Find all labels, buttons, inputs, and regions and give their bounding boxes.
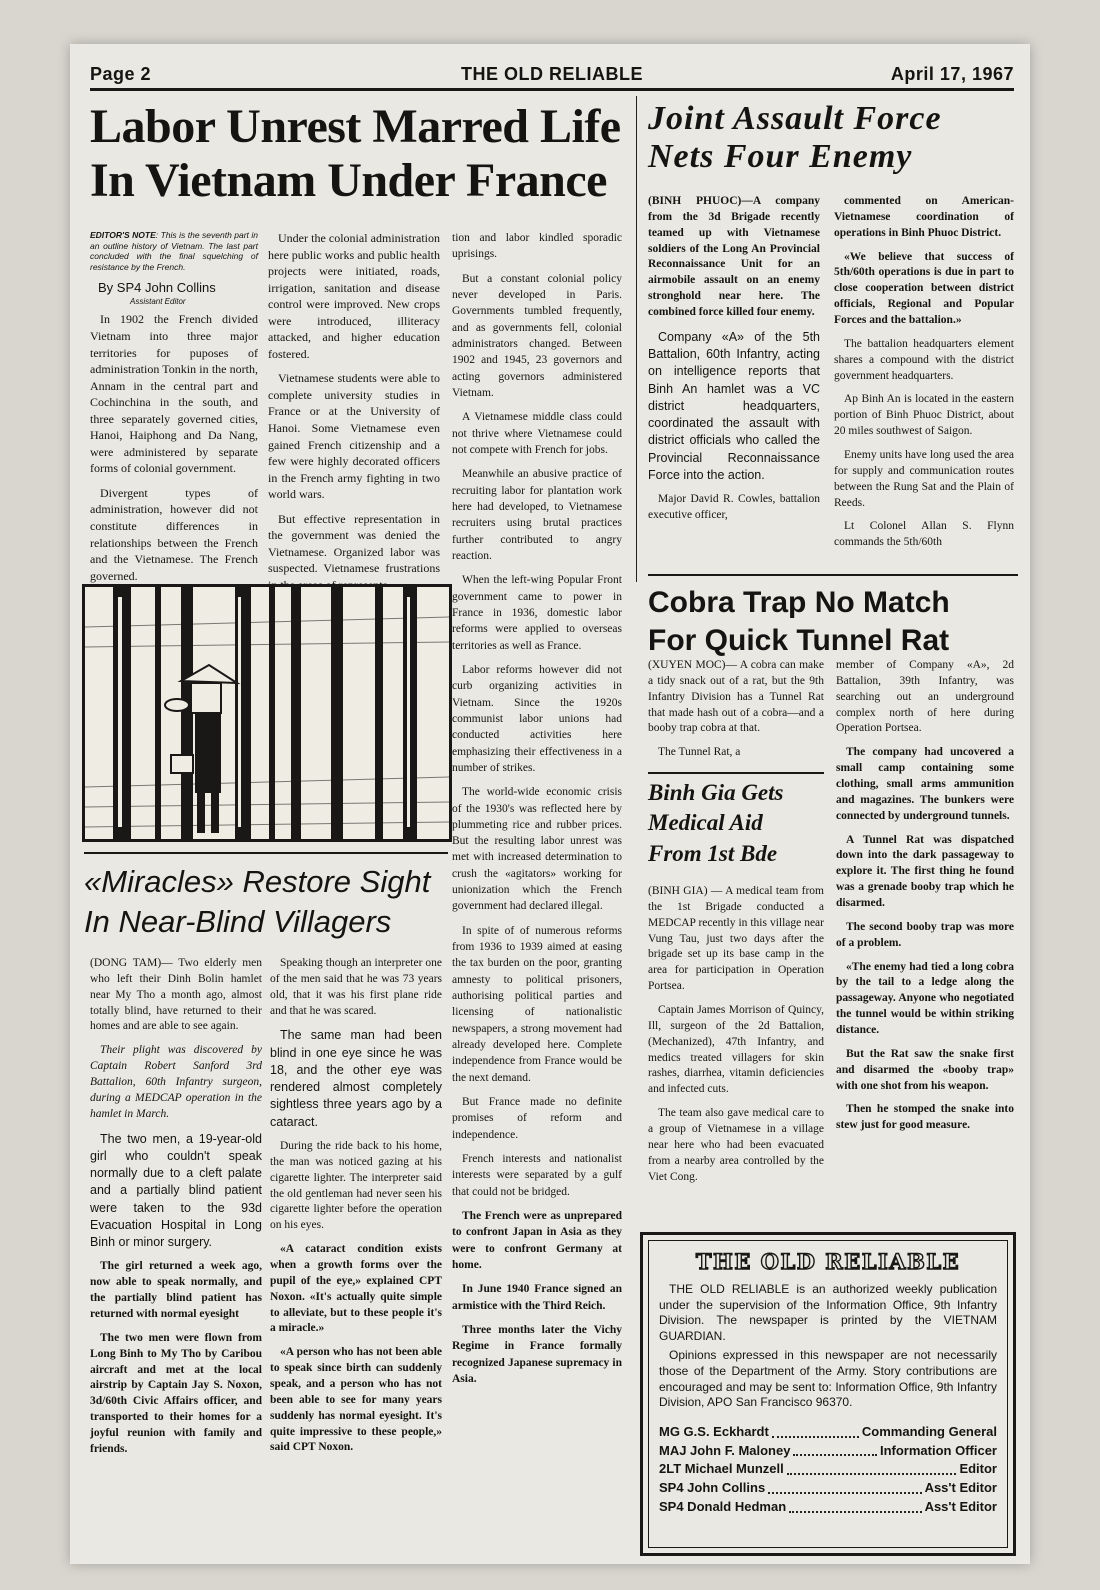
paragraph: «A cataract condition exists when a growth forms over the pupil of the eye,» explained CPT Noxon. «It's actually quite simple to alleviate, but to these people it's a miracle.» <box>270 1243 442 1335</box>
byline: By SP4 John Collins <box>98 279 216 295</box>
cobra-column-2 <box>836 658 1014 1142</box>
paragraph: (BINH GIA) — A medical team from the 1st Brigade conducted a MEDCAP recently in this village near Vung Tau, just two days after the brigade set up its base camp in the area for participation in Operation Portsea. <box>648 885 824 993</box>
labor-headline-line2: In Vietnam Under France <box>90 153 607 207</box>
cobra-headline <box>648 574 1018 659</box>
paragraph: The second booby trap was more of a problem. <box>836 920 1014 949</box>
paragraph: But France made no definite promises of reform and independence. <box>452 1096 622 1141</box>
paragraph: The two men were flown from Long Binh to My Tho by Caribou aircraft and met at the local airstrip by Captain Jay S. Noxon, 3d/60th Civic Affairs officer, and transported to their homes for a joyful reunion with family and friends. <box>90 1331 262 1455</box>
paragraph: (XUYEN MOC)— A cobra can make a tidy snack out of a rat, but the 9th Infantry Division has a Tunnel Rat that made hash out of a cobra—and a booby trap cobra at that. <box>648 659 824 735</box>
paragraph: (BINH PHUOC)—A company from the 3d Brigade recently teamed up with Vietnamese soldiers of the Long An Provincial Reconnaissance Unit for an airmobile assault on an enemy stronghold near here. The combined force killed four enemy. <box>648 195 820 319</box>
miracles-headline <box>84 852 448 943</box>
newspaper-page <box>70 44 1030 1564</box>
cobra-headline-line1: Cobra Trap No Match <box>648 586 950 619</box>
labor-column-1 <box>90 230 258 592</box>
cobra-headline-line2: For Quick Tunnel Rat <box>648 623 950 657</box>
miracles-column-1 <box>90 956 262 1466</box>
paragraph: The company had uncovered a small camp containing some clothing, small arms ammunition and magazines. The bunkers were connected by underground tunnels. <box>836 746 1014 822</box>
paragraph: «The enemy had tied a long cobra by the tail to a ledge along the passageway. Anyone who negotiated the tunnel would be within striking distance. <box>836 960 1014 1037</box>
paragraph: In spite of of numerous reforms from 1936 to 1939 aimed at easing the tax burden on the poor, granting amnesty to political prisoners, authorising political parties and licensing of nationalistic newspapers, a strong movement had already developed here. Complete independence from France would be the next demand. <box>452 924 622 1084</box>
paragraph: Under the colonial administration here public works and public health projects were initiated, roads, irrigation, sanitation and disease control were improved. New crops were introduced, illiteracy attacked, and higher education fostered. <box>268 231 440 361</box>
labor-headline <box>90 100 630 208</box>
issue-date: April 17, 1967 <box>890 64 1014 84</box>
joint-headline <box>648 100 1020 176</box>
paragraph: (DONG TAM)— Two elderly men who left their Dinh Bolin hamlet near My Tho a month ago, almost totally blind, have returned to their homes and are able to see again. <box>90 957 262 1033</box>
staff-row: SP4 Donald Hedman Ass't Editor <box>659 1499 997 1515</box>
binh-headline-line1: Binh Gia Gets <box>648 780 784 805</box>
joint-headline-line1: Joint Assault Force <box>648 100 942 137</box>
paragraph: The girl returned a week ago, now able to speak normally, and the partially blind patient has returned with normal eyesight <box>90 1260 262 1320</box>
paragraph: Company «A» of the 5th Battalion, 60th Infantry, acting on intelligence reports that Binh An hamlet was a VC district headquarters, coordinated the assault with district officials who called the Provincial Reconnaissance Force into the action. <box>648 329 820 482</box>
staff-box <box>640 1232 1016 1556</box>
binh-gia-column <box>648 884 824 1193</box>
rubber-plantation-drawing <box>85 587 449 839</box>
paragraph: The same man had been blind in one eye since he was 18, and the other eye was rendered almost completely sightless three years ago by a cataract. <box>270 1028 442 1129</box>
paragraph: Lt Colonel Allan S. Flynn commands the 5th/60th <box>834 520 1014 549</box>
staff-box-paragraph: THE OLD RELIABLE is an authorized weekly publication under the supervision of the Information Office, 9th Infantry Division. The newspaper is printed by the VIETNAM GUARDIAN. <box>659 1282 997 1343</box>
paragraph: The world-wide economic crisis of the 1930's was reflected here by plummeting rice and rubber prices. But the resulting labor unrest was met with increased determination to crush the «agitators» working for unionization which the French government had declared illegal. <box>452 786 622 913</box>
paragraph: Speaking though an interpreter one of the men said that he was 73 years old, that it was his first plane ride and that he was scared. <box>270 957 442 1017</box>
paragraph: The two men, a 19-year-old girl who couldn't speak normally due to a cleft palate and a partially blind patient were taken to the 93d Evacuation Hospital in Long Binh or minor surgery. <box>90 1131 262 1250</box>
paragraph: But the Rat saw the snake first and disarmed the «booby trap» with one shot from his weapon. <box>836 1047 1014 1092</box>
staff-box-paragraph: Opinions expressed in this newspaper are not necessarily those of the Department of the Army. Story contributions are encouraged and may be sent to: Information Office, 9th Infantry Division, APO San Francisco 96370. <box>659 1348 997 1410</box>
paragraph: «A person who has not been able to speak since birth can suddenly speak, and a person who has not been able to see for many years suddenly has normal eyesight. It's quite impressive to these people,» said CPT Noxon. <box>270 1346 442 1454</box>
paragraph: Three months later the Vichy Regime in France formally recognized Japanese supremacy in Asia. <box>452 1324 622 1385</box>
paragraph: A Tunnel Rat was dispatched down into the dark passageway to explore it. The first thing he found was a grenade booby trap which he disarmed. <box>836 833 1014 910</box>
staff-row: MG G.S. Eckhardt Commanding General <box>659 1423 997 1439</box>
masthead <box>90 62 1014 91</box>
paragraph: In 1902 the French divided Vietnam into three major territories for puposes of administration Tonkin in the north, Annam in the central part and Cochinchina in the south, and three separately governed cities, Hanoi, Haiphong and Da Nang, were administered by separate forms of colonial government. <box>90 312 258 476</box>
paragraph: But a constant colonial policy never developed in Paris. Governments tumbled frequently, and as governments fell, colonial administrators changed. Between 1902 and 1945, 23 governors and acting governors administered Vietnam. <box>452 272 622 399</box>
paragraph: The French were as unprepared to confront Japan in Asia as they were to confront Germany at home. <box>452 1210 622 1272</box>
miracles-headline-line1: «Miracles» Restore Sight <box>84 864 431 899</box>
labor-headline-line1: Labor Unrest Marred Life <box>90 100 621 153</box>
paragraph: Major David R. Cowles, battalion executive officer, <box>648 493 820 521</box>
staff-row: MAJ John F. Maloney Information Officer <box>659 1442 997 1458</box>
paragraph: When the left-wing Popular Front government came to power in France in 1936, domestic labor reforms were applied to overseas territories as well as France. <box>452 574 622 652</box>
staff-row: 2LT Michael Munzell Editor <box>659 1461 997 1477</box>
miracles-column-2 <box>270 956 442 1464</box>
byline-title: Assistant Editor <box>130 297 186 307</box>
paragraph: In June 1940 France signed an armistice with the Third Reich. <box>452 1283 622 1312</box>
labor-column-2 <box>268 230 440 601</box>
paragraph: Captain James Morrison of Quincy, Ill, surgeon of the 2d Battalion, (Mechanized), 47th Infantry, and medics treated villagers for skin rashes, diarrhea, vitamin deficiencies and infected cuts. <box>648 1004 824 1096</box>
paragraph: French interests and nationalist interests were separated by a gulf that could not be bridged. <box>452 1153 622 1198</box>
staff-row: SP4 John Collins Ass't Editor <box>659 1480 997 1496</box>
paragraph: During the ride back to his home, the man was noticed gazing at his cigarette lighter. The interpreter said the old gentleman had never seen his cigarette lighter before the operation on his eyes. <box>270 1139 442 1232</box>
paragraph: The team also gave medical care to a group of Vietnamese in a village near here who had been evacuated from a nearby area controlled by the Viet Cong. <box>648 1107 824 1183</box>
staff-box-title: THE OLD RELIABLE <box>695 1249 961 1274</box>
paragraph: tion and labor kindled sporadic uprisings. <box>452 232 622 261</box>
paragraph: The Tunnel Rat, a <box>658 746 741 759</box>
editors-note: EDITOR'S NOTE: This is the seventh part in an outline history of Vietnam. The last part concluded with the final squelching of resistance by the French. <box>90 230 259 272</box>
paragraph: «We believe that success of 5th/60th operations is due in part to close cooperation between district officials, Regional and Popular Forces and the battalion.» <box>834 250 1014 327</box>
paragraph: Enemy units have long used the area for supply and communication routes between the Rung Sat and the Plain of Reeds. <box>834 449 1014 509</box>
labor-column-3 <box>452 230 622 1395</box>
newspaper-name: THE OLD RELIABLE <box>461 64 643 84</box>
column-rule <box>636 96 637 582</box>
paragraph: Ap Binh An is located in the eastern portion of Binh Phuoc District, about 20 miles southwest of Saigon. <box>834 393 1014 438</box>
binh-headline-line3: From 1st Bde <box>648 840 778 866</box>
paragraph: member of Company «A», 2d Battalion, 39th Infantry, was searching out an underground complex north of here during Operation Portsea. <box>836 659 1014 735</box>
paragraph: Then he stomped the snake into stew just for good measure. <box>836 1103 1014 1132</box>
staff-box-inner <box>648 1240 1008 1548</box>
paragraph: commented on American-Vietnamese coordination of operations in Binh Phuoc District. <box>834 195 1014 239</box>
miracles-headline-line2: In Near-Blind Villagers <box>84 904 392 940</box>
paragraph: Divergent types of administration, however did not constitute differences in relationships between the French and the Vietnamese. The French governed. <box>90 485 258 583</box>
paragraph: Their plight was discovered by Captain Robert Sanford 3rd Battalion, 60th Infantry surgeon, during a MEDCAP operation in the hamlet in March. <box>90 1044 262 1120</box>
rubber-tapper-illustration <box>82 584 452 842</box>
paragraph: But effective representation in the government was denied the Vietnamese. Organized labor was suspected. Vietnamese frustrations <box>268 511 440 576</box>
cobra-column-1 <box>648 658 824 769</box>
joint-headline-line2: Nets Four Enemy <box>648 138 913 176</box>
paragraph: Vietnamese students were able to complete university studies in France or at the University of Hanoi. Some Vietnamese even gained French citizenship and a few were highly decorated officers in the French army fighting in two world wars. <box>268 371 440 502</box>
paragraph: Labor reforms however did not curb organizing activities in Vietnam. Since the 1920s communist labor unions had conducted activities here emphasizing their effectiveness in a number of strikes. <box>452 663 622 774</box>
paragraph: A Vietnamese middle class could not thrive where Vietnamese could not compete with French for jobs. <box>452 411 622 456</box>
paragraph: Meanwhile an abusive practice of recruiting labor for plantation work here had developed, to Vietnamese recruiters using brutal practices further contributed to angry reaction. <box>452 468 622 562</box>
paragraph: The battalion headquarters element shares a compound with the district government headquarters. <box>834 337 1014 382</box>
joint-column-1 <box>648 194 820 532</box>
joint-column-2 <box>834 194 1014 559</box>
page-number: Page 2 <box>90 64 152 84</box>
binh-gia-headline <box>648 772 824 869</box>
binh-headline-line2: Medical Aid <box>648 810 763 836</box>
staff-list <box>659 1423 997 1517</box>
